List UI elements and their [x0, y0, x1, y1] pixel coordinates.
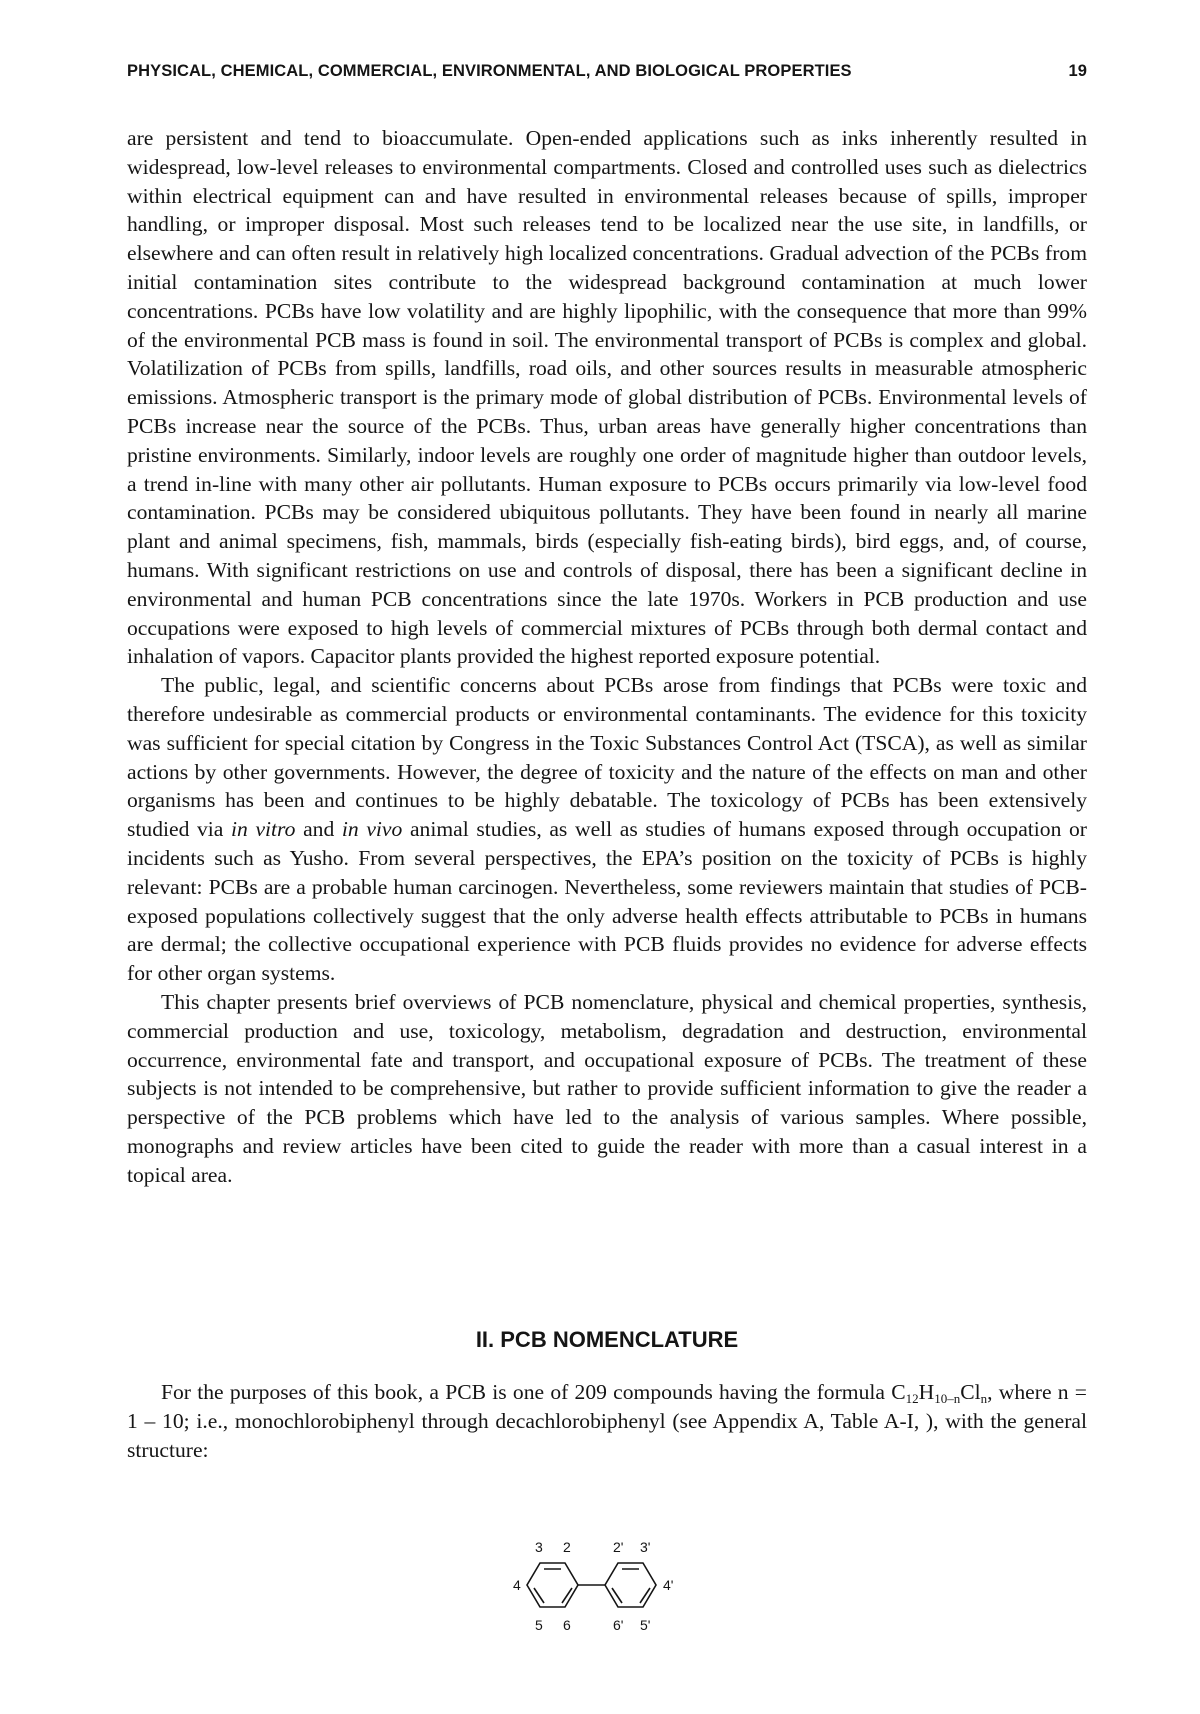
running-title: PHYSICAL, CHEMICAL, COMMERCIAL, ENVIRONMENTAL, AND BIOLOGICAL PROPERTIES — [127, 62, 852, 80]
biphenyl-structure — [480, 1510, 720, 1660]
nomenclature-text — [127, 1378, 1087, 1464]
position-6-prime-label: 6' — [613, 1617, 624, 1633]
position-5-label: 5 — [535, 1617, 543, 1633]
paragraph-2-part-a: The public, legal, and scientific concerns about PCBs arose from findings that PCBs were toxic and therefore undesirable as commercial products or environmental contaminants. The evidence for this toxicity was sufficient for special citation by Congress in the Toxic Substances Control Act (TSCA), as well as similar actions by other governments. However, the degree of toxicity and the nature of the effects on man and other organisms has been and continues to be highly debatable. The toxicology of PCBs has been extensively studied via — [127, 673, 1087, 842]
running-header — [127, 58, 1087, 88]
formula-sub-n: n — [980, 1391, 988, 1406]
formula-h: H — [918, 1380, 935, 1404]
paragraph-4-part-b: , where n = 1 – 10; i.e., monochlorobiphenyl through decachlorobiphenyl (see Appendix A, Table A-I, ), with the general structure: — [127, 1380, 1087, 1462]
biphenyl-bonds — [527, 1563, 656, 1607]
position-5-prime-label: 5' — [640, 1617, 651, 1633]
body-text — [127, 124, 1087, 1189]
left-ring-double-bond-lower-right — [562, 1588, 572, 1603]
position-3-label: 3 — [535, 1539, 543, 1555]
paragraph-2-part-b: and — [295, 817, 342, 842]
position-2-prime-label: 2' — [613, 1539, 624, 1555]
position-6-label: 6 — [563, 1617, 571, 1633]
paragraph-4-part-a: For the purposes of this book, a PCB is one of 209 compounds having the formula C — [161, 1380, 906, 1404]
formula-sub-10-n: 10–n — [934, 1391, 961, 1406]
page-number: 19 — [1068, 62, 1087, 80]
position-4-prime-label: 4' — [663, 1577, 674, 1593]
paragraph-2-part-c: animal studies, as well as studies of humans exposed through occupation or incidents such as Yusho. From several perspectives, the EPA’s position on the toxicity of PCBs is highly relevant: PCBs are a probable human carcinogen. Nevertheless, some reviewers maintain that studies of PCB-exposed populations collectively suggest that the only adverse health effects attributable to PCBs in humans are dermal; the collective occupational experience with PCB fluids provides no evidence for adverse effects for other organ systems. — [127, 817, 1087, 986]
italic-in-vitro: in vitro — [231, 817, 296, 842]
position-3-prime-label: 3' — [640, 1539, 651, 1555]
formula-sub-12: 12 — [905, 1391, 919, 1406]
paragraph-4 — [127, 1378, 1087, 1464]
position-2-label: 2 — [563, 1539, 571, 1555]
position-4-label: 4 — [513, 1577, 521, 1593]
paragraph-3: This chapter presents brief overviews of PCB nomenclature, physical and chemical properties, synthesis, commercial production and use, toxicology, metabolism, degradation and destruction, environmental occurrence, environmental fate and transport, and occupational exposure of PCBs. The treatment of these subjects is not intended to be comprehensive, but rather to provide sufficient information to give the reader a perspective of the PCB problems which have led to the analysis of various samples. Where possible, monographs and review articles have been cited to guide the reader with more than a casual interest in a topical area. — [127, 989, 1087, 1187]
formula-cl: Cl — [960, 1380, 981, 1404]
italic-in-vivo: in vivo — [341, 817, 403, 842]
section-heading: II. PCB NOMENCLATURE — [475, 1327, 739, 1352]
paragraph-1: are persistent and tend to bioaccumulate. Open-ended applications such as inks inherently resulted in widespread, low-level releases to environmental compartments. Closed and controlled uses such as dielectrics within electrical equipment can and have resulted in environmental releases because of spills, improper handling, or improper disposal. Most such releases tend to be localized near the use site, in landfills, or elsewhere and can often result in relatively high localized concentrations. Gradual advection of the PCBs from initial contamination sites contribute to the widespread background contamination at much lower concentrations. PCBs have low volatility and are highly lipophilic, with the consequence that more than 99% of the environmental PCB mass is found in soil. The environmental transport of PCBs is complex and global. Volatilization of PCBs from spills, landfills, road oils, and other sources results in measurable atmospheric emissions. Atmospheric transport is the primary mode of global distribution of PCBs. Environmental levels of PCBs increase near the source of the PCBs. Thus, urban areas have generally higher concentrations than pristine environments. Similarly, indoor levels are roughly one order of magnitude higher than outdoor levels, a trend in-line with many other air pollutants. Human exposure to PCBs occurs primarily via low-level food contamination. PCBs may be considered ubiquitous pollutants. They have been found in nearly all marine plant and animal specimens, fish, mammals, birds (especially fish-eating birds), bird eggs, and, of course, humans. With significant restrictions on use and controls of disposal, there has been a significant decline in environmental and human PCB concentrations since the late 1970s. Workers in PCB production and use occupations were exposed to high levels of commercial mixtures of PCBs through both dermal contact and inhalation of vapors. Capacitor plants provided the highest reported exposure potential. — [127, 126, 1087, 669]
right-ring-double-bond-lower-right — [640, 1588, 650, 1603]
paragraph-2 — [127, 671, 1087, 988]
